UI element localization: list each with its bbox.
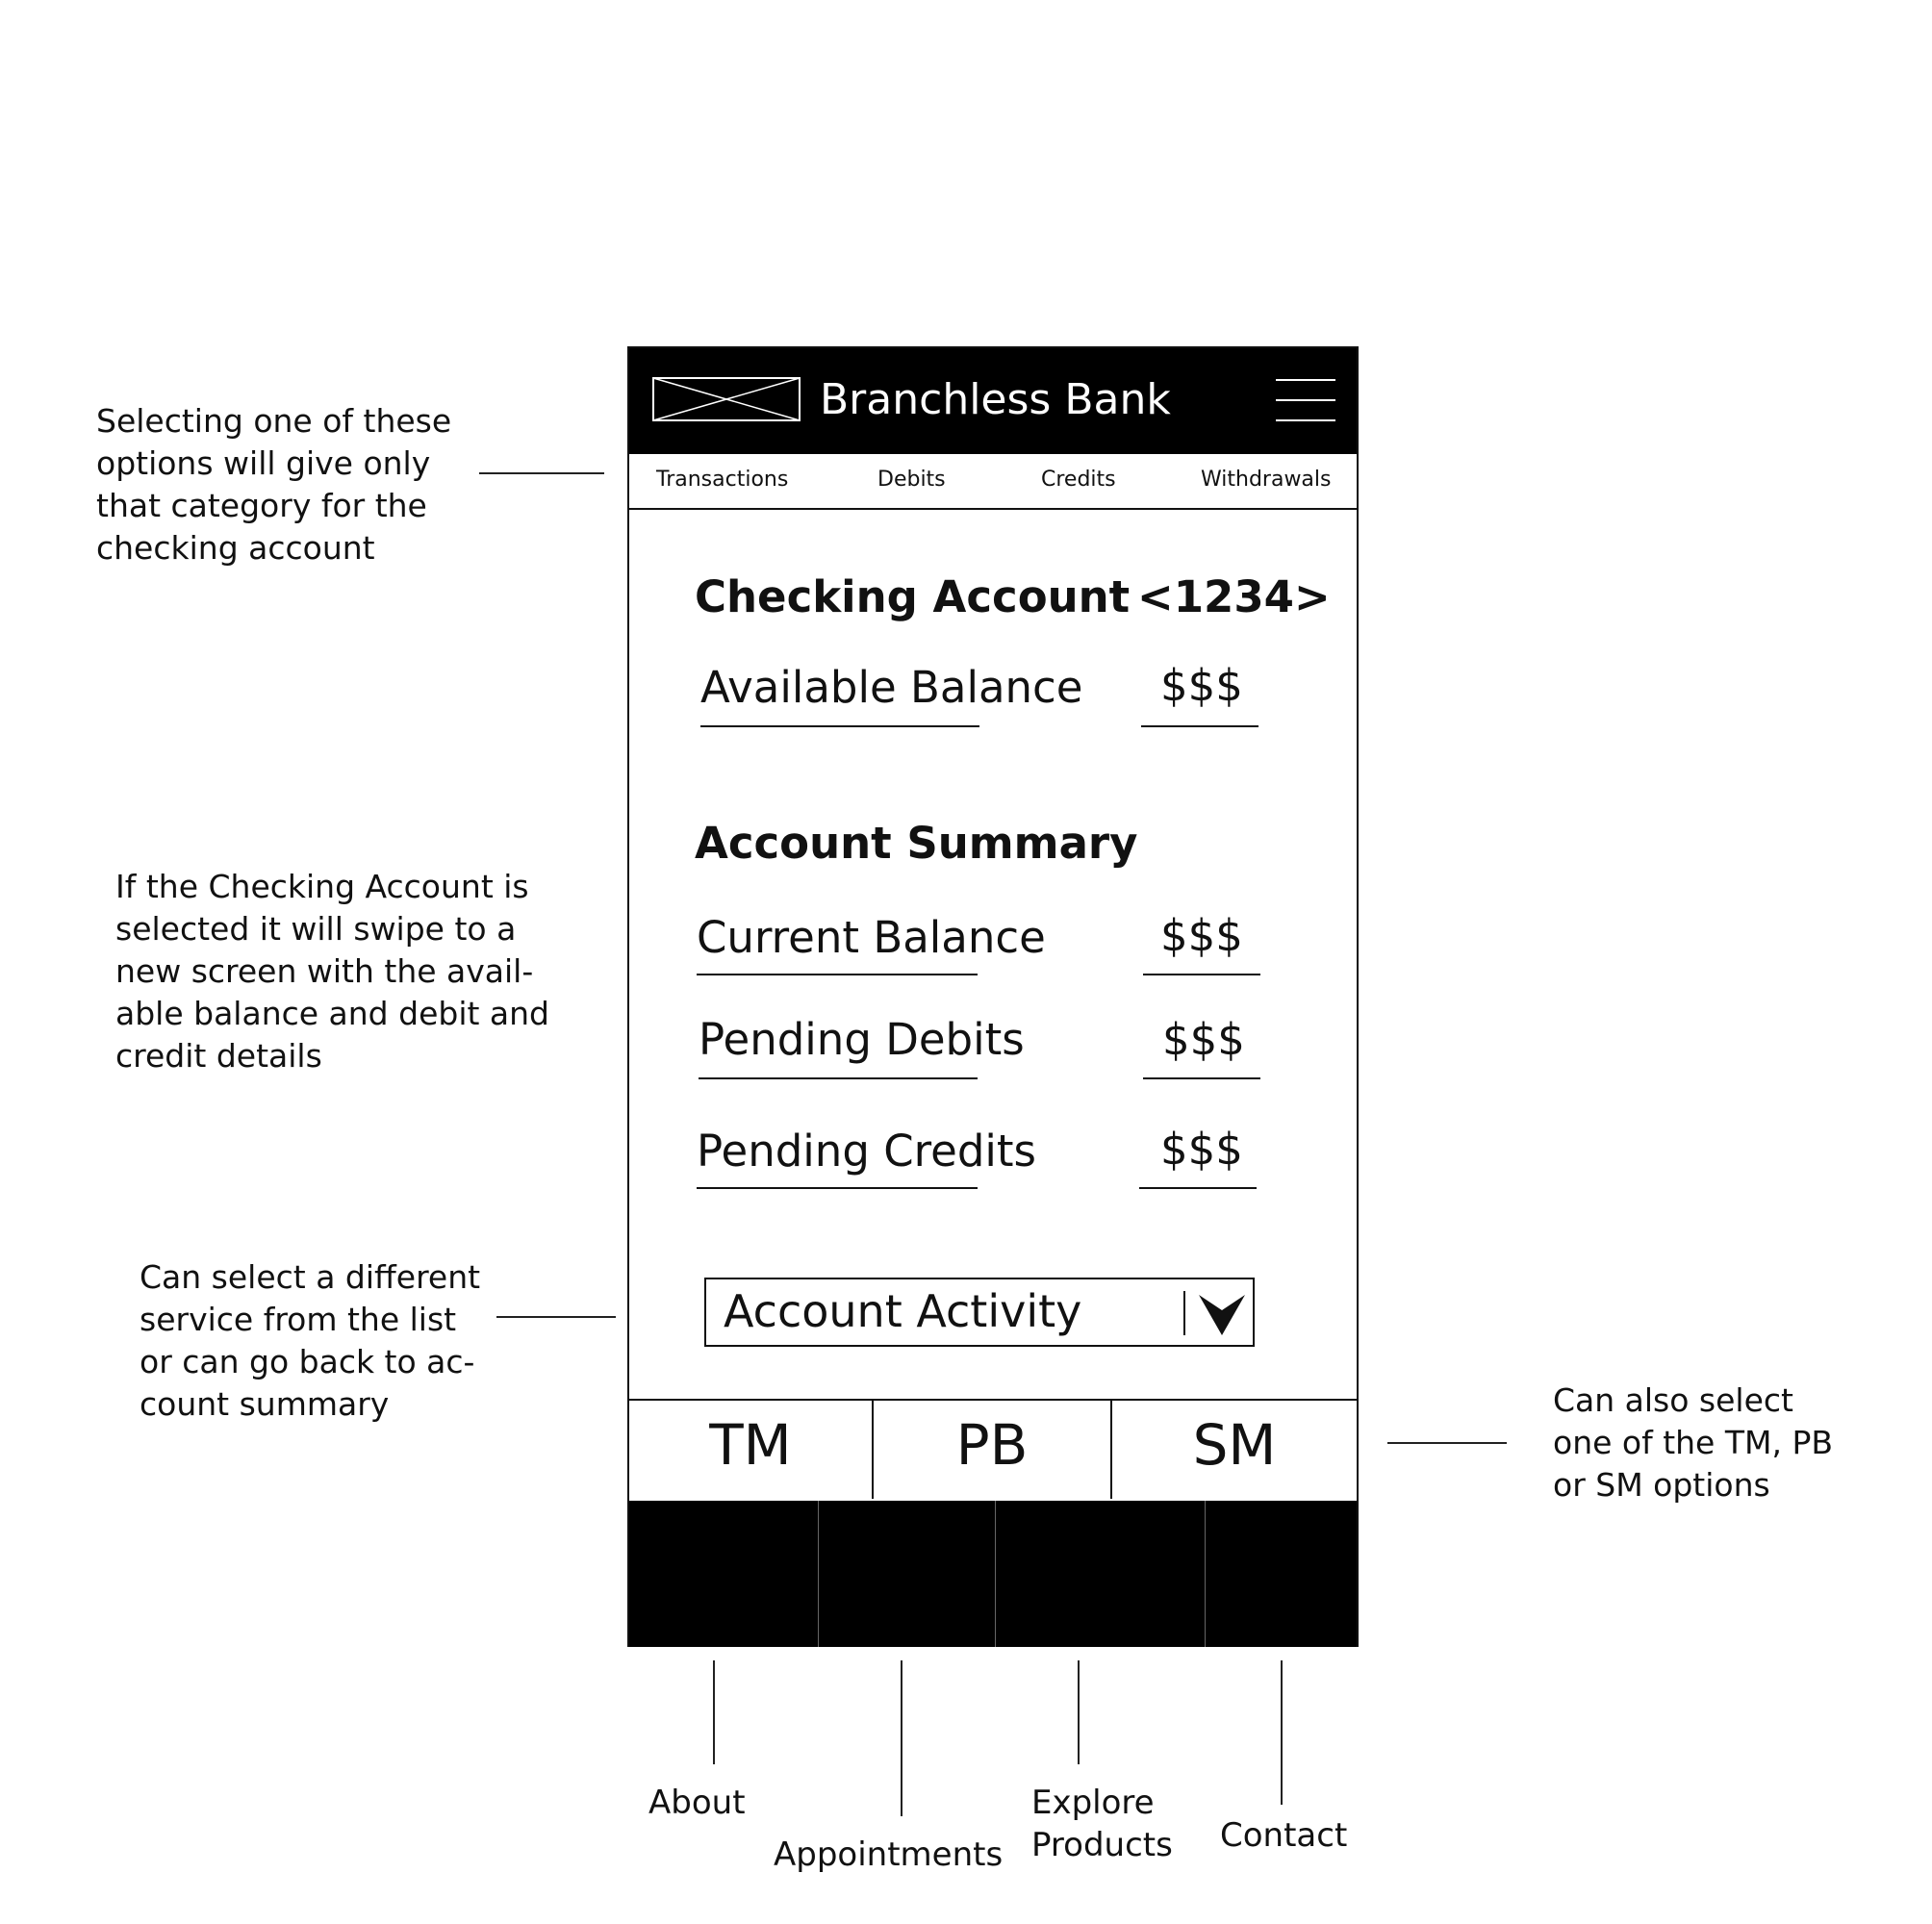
segment-annotation-leader: [1387, 1442, 1507, 1444]
pending-debits-value-underline: [1143, 1077, 1260, 1079]
current-balance-label: Current Balance: [697, 912, 1046, 963]
contact-label: Contact: [1220, 1816, 1348, 1855]
account-activity-dropdown[interactable]: [704, 1278, 1255, 1347]
bottom-nav-explore-button[interactable]: [996, 1501, 1205, 1647]
account-summary-title: Account Summary: [695, 818, 1138, 869]
tabs-annotation-leader: [479, 472, 604, 474]
dropdown-divider: [1183, 1291, 1185, 1335]
appointments-leader: [901, 1660, 902, 1816]
segment-tm-label: TM: [709, 1412, 792, 1478]
bottom-nav-divider: [995, 1501, 996, 1647]
explore-leader: [1078, 1660, 1080, 1764]
tabs-annotation: Selecting one of these options will give only that category for the checking account: [96, 402, 452, 567]
available-balance-underline: [700, 725, 979, 727]
segment-pb-label: PB: [955, 1412, 1029, 1478]
pending-credits-value-underline: [1139, 1187, 1257, 1189]
about-leader: [713, 1660, 715, 1764]
chevron-down-icon[interactable]: [1197, 1289, 1247, 1339]
segment-tm[interactable]: [629, 1401, 874, 1499]
pending-debits-underline: [699, 1077, 978, 1079]
bottom-nav-contact-button[interactable]: [1206, 1501, 1357, 1647]
phone-screen: [627, 346, 1359, 1647]
segment-sm-label: SM: [1192, 1412, 1277, 1478]
segment-sm[interactable]: [1112, 1401, 1357, 1499]
category-tabs: [629, 454, 1357, 510]
available-value-underline: [1141, 725, 1258, 727]
available-balance-label: Available Balance: [700, 662, 1083, 713]
image-placeholder-icon: [652, 377, 801, 421]
dropdown-annotation-leader: [496, 1316, 616, 1318]
pending-credits-underline: [697, 1187, 978, 1189]
bottom-nav-bar: [629, 1501, 1357, 1647]
tab-credits[interactable]: Credits: [1041, 468, 1116, 492]
segment-bar: [629, 1399, 1357, 1499]
pending-debits-value: $$$: [1162, 1014, 1245, 1065]
dropdown-annotation: Can select a different service from the list or can go back to ac- count summary: [140, 1258, 481, 1423]
segment-pb[interactable]: [874, 1401, 1112, 1499]
app-title: Branchless Bank: [820, 375, 1171, 424]
hamburger-menu-icon[interactable]: [1276, 377, 1335, 423]
contact-leader: [1281, 1660, 1283, 1805]
bottom-nav-about-button[interactable]: [629, 1501, 818, 1647]
segment-annotation: Can also select one of the TM, PB or SM options: [1553, 1381, 1833, 1504]
dropdown-label: Account Activity: [724, 1285, 1082, 1337]
current-balance-underline: [697, 974, 978, 975]
tab-withdrawals[interactable]: Withdrawals: [1201, 468, 1332, 492]
top-bar: [629, 348, 1357, 454]
account-number: <1234>: [1137, 571, 1331, 622]
tab-debits[interactable]: Debits: [877, 468, 946, 492]
current-balance-value: $$$: [1160, 910, 1243, 961]
pending-credits-label: Pending Credits: [697, 1126, 1036, 1177]
about-label: About: [648, 1784, 746, 1822]
checking-account-title[interactable]: Checking Account: [695, 571, 1131, 622]
explore-products-label: Explore Products: [1031, 1784, 1173, 1864]
pending-debits-label: Pending Debits: [699, 1014, 1025, 1065]
bottom-nav-appointments-button[interactable]: [819, 1501, 995, 1647]
current-value-underline: [1143, 974, 1260, 975]
available-balance-value: $$$: [1160, 660, 1243, 711]
checking-annotation: If the Checking Account is selected it will swipe to a new screen with the avail- able balance and debit and credit details: [115, 868, 549, 1075]
pending-credits-value: $$$: [1160, 1124, 1243, 1175]
bottom-nav-divider: [818, 1501, 819, 1647]
bottom-nav-divider: [1205, 1501, 1206, 1647]
appointments-label: Appointments: [774, 1835, 1004, 1874]
tab-transactions[interactable]: Transactions: [656, 468, 789, 492]
